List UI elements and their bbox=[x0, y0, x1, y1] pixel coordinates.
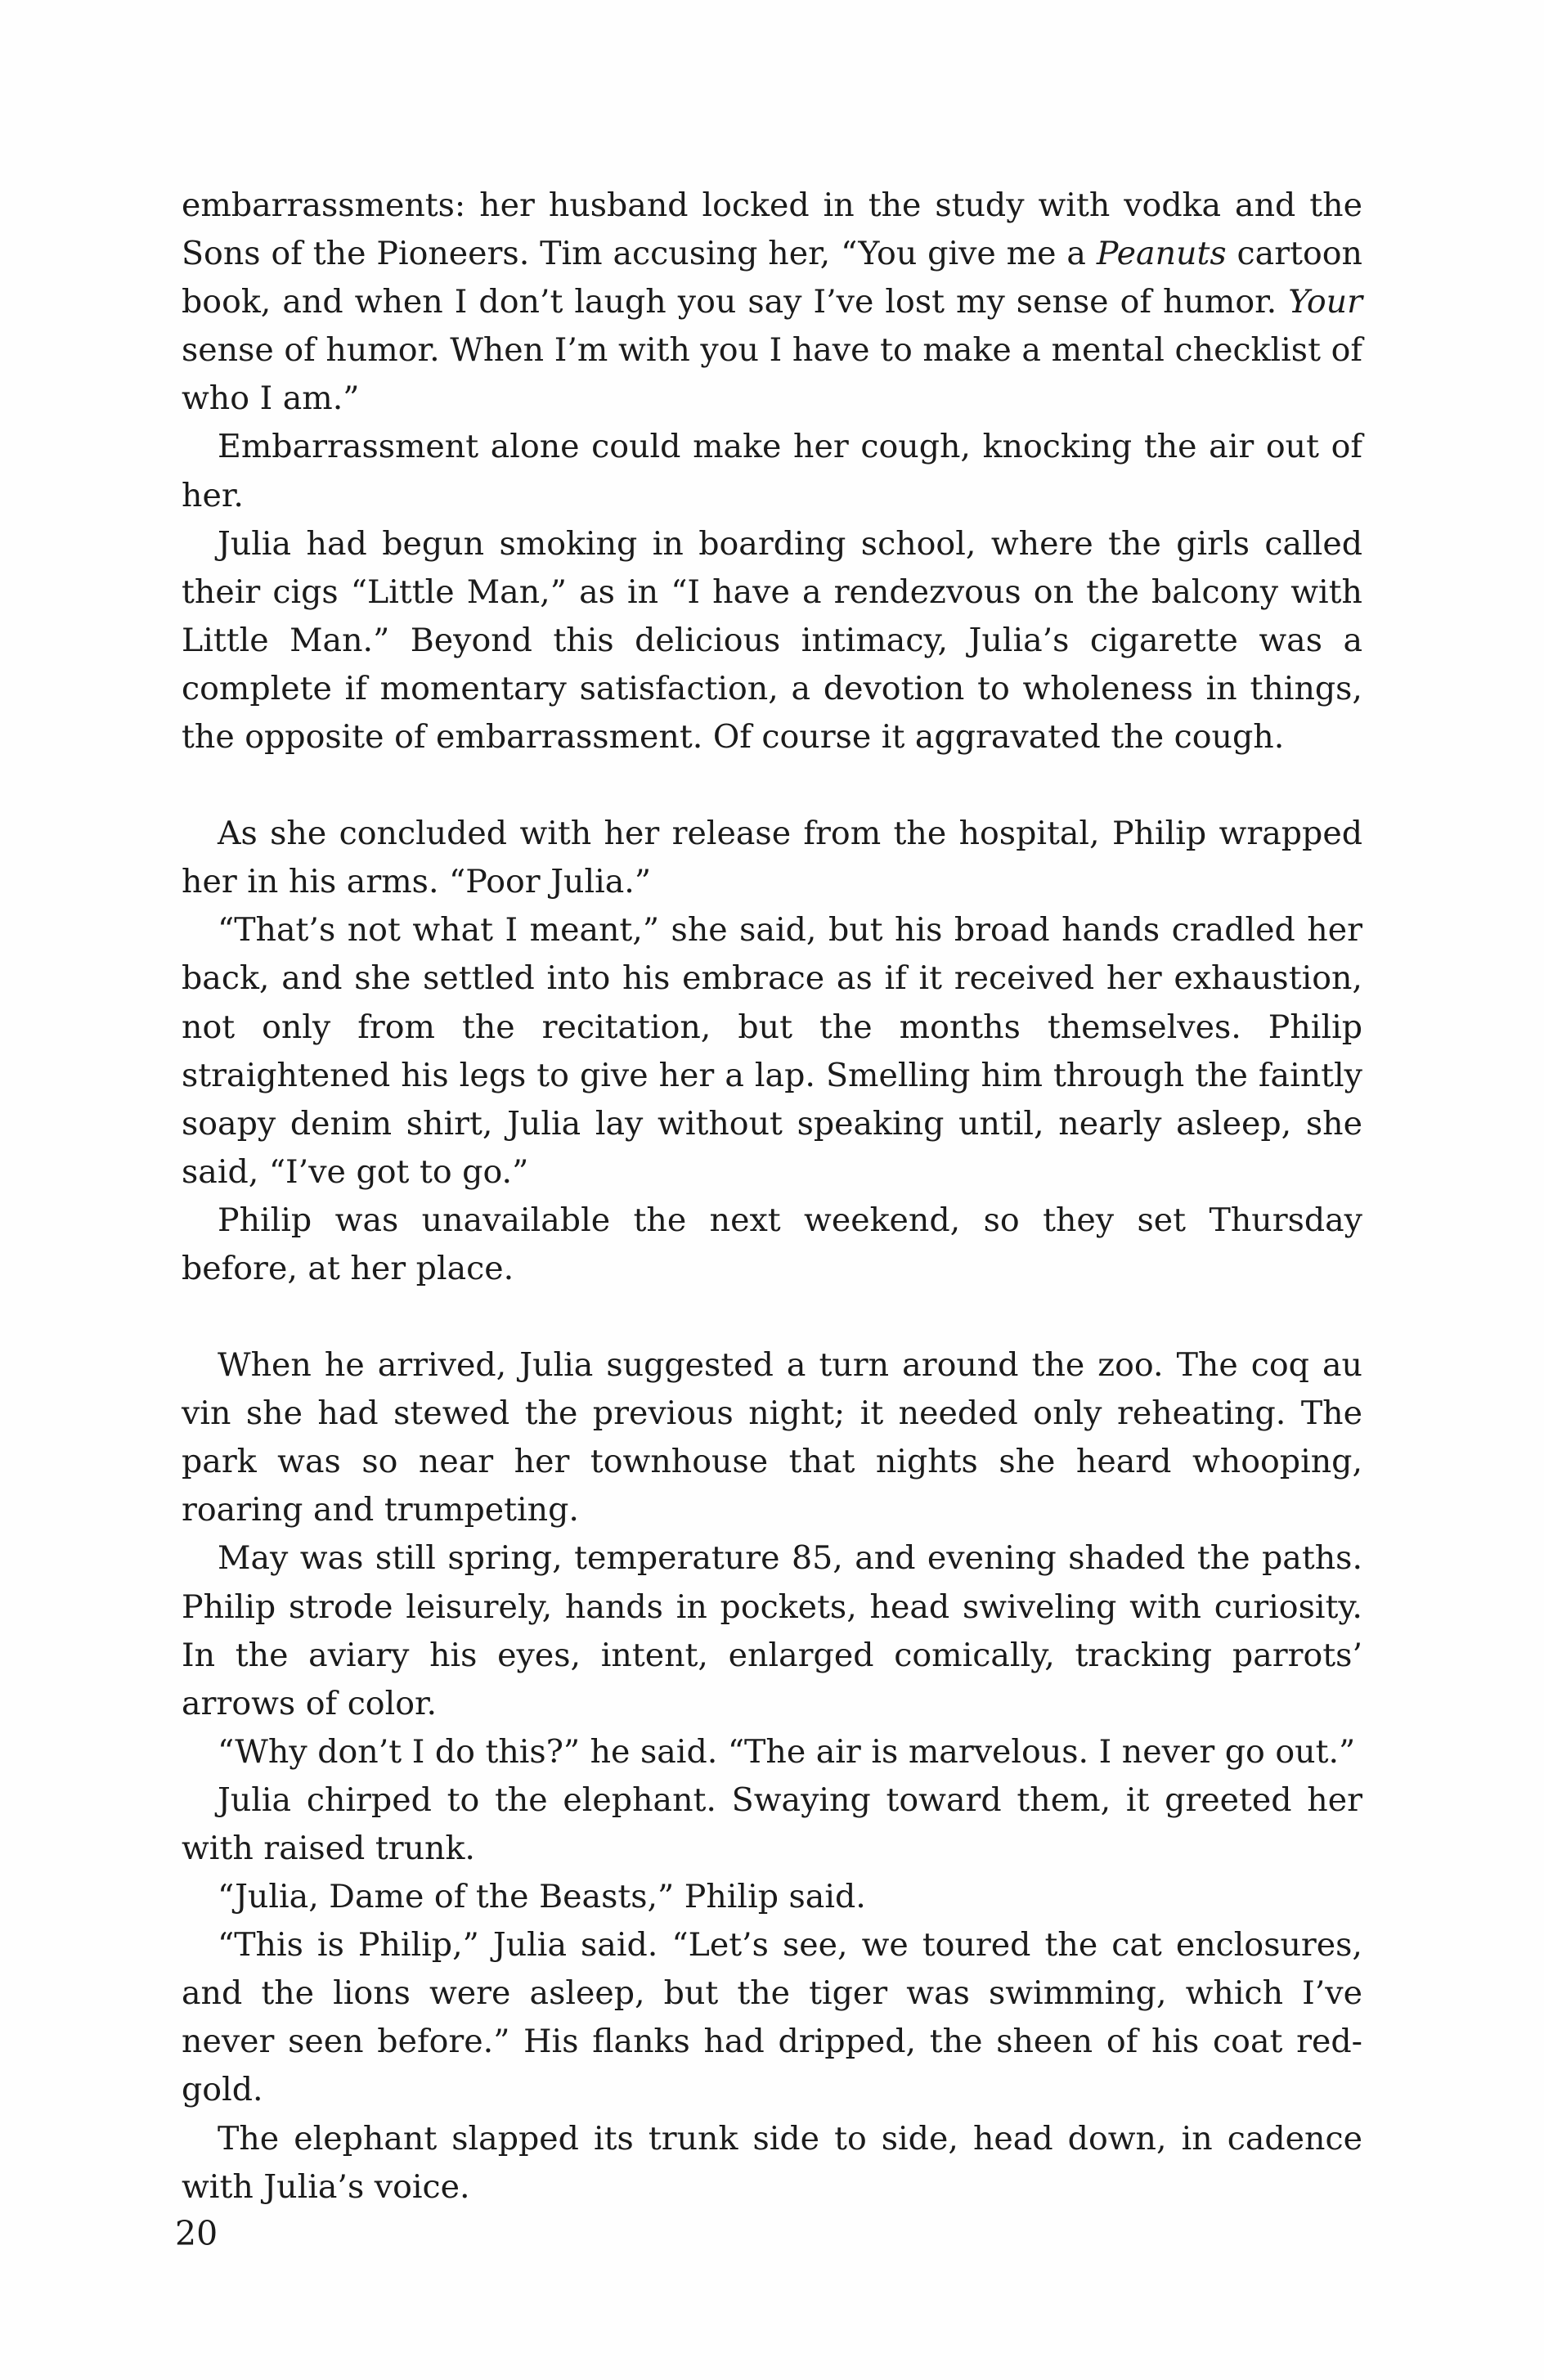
paragraph-text: sense of humor. When I’m with you I have to make a mental checklist of who I am.” bbox=[182, 331, 1362, 418]
paragraph: “Why don’t I do this?” he said. “The air is marvelous. I never go out.” bbox=[218, 1732, 1356, 1771]
body-text bbox=[182, 182, 1362, 2212]
paragraph-text: cartoon book, and when I don’t laugh you say I’ve lost my sense of humor. bbox=[182, 235, 1362, 321]
paragraph-continued bbox=[182, 182, 1362, 423]
paragraph: “Julia, Dame of the Beasts,” Philip said. bbox=[218, 1878, 866, 1916]
paragraph: “That’s not what I meant,” she said, but his broad hands cradled her back, and she settled into his embrace as if it received her exhaustion, not only from the recitation, but the months themselves. Philip straightened his legs to give her a lap. Smelling him through the faintly soapy denim shirt, Julia lay without speaking until, nearly asleep, she said, “I’ve got to go.” bbox=[182, 911, 1362, 1191]
paragraph-section-start: As she concluded with her release from the hospital, Philip wrapped her in his arms. “Poor Julia.” bbox=[182, 815, 1362, 901]
paragraph: Embarrassment alone could make her cough, knocking the air out of her. bbox=[182, 428, 1362, 514]
paragraph: Philip was unavailable the next weekend, so they set Thursday before, at her place. bbox=[182, 1201, 1362, 1287]
paragraph: “This is Philip,” Julia said. “Let’s see, we toured the cat enclosures, and the lions were asleep, but the tiger was swimming, which I’ve never seen before.” His flanks had dripped, the sheen of his coat red-gold. bbox=[182, 1926, 1362, 2109]
page-number: 20 bbox=[175, 2214, 218, 2253]
paragraph: The elephant slapped its trunk side to side, head down, in cadence with Julia’s voice. bbox=[182, 2119, 1362, 2206]
italic-title: Peanuts bbox=[1096, 235, 1227, 273]
paragraph: Julia had begun smoking in boarding school, where the girls called their cigs “Little Man,” as in “I have a rendezvous on the balcony with Little Man.” Beyond this delicious intimacy, Julia’s cigarette was a complete if momentary satisfaction, a devotion to wholeness in things, the opposite of embarrassment. Of course it aggravated the cough. bbox=[182, 524, 1362, 757]
paragraph: May was still spring, temperature 85, and evening shaded the paths. Philip strode leisurely, hands in pockets, head swiveling with curiosity. In the aviary his eyes, intent, enlarged comically, tracking parrots’ arrows of color. bbox=[182, 1539, 1362, 1722]
paragraph: Julia chirped to the elephant. Swaying toward them, it greeted her with raised trunk. bbox=[182, 1781, 1362, 1867]
paragraph-section-start: When he arrived, Julia suggested a turn around the zoo. The coq au vin she had stewed the previous night; it needed only reheating. The park was so near her townhouse that nights she heard whooping, roaring and trumpeting. bbox=[182, 1346, 1362, 1529]
italic-emphasis: Your bbox=[1288, 283, 1362, 321]
paragraph-text: embarrassments: her husband locked in the study with vodka and the Sons of the Pioneers. Tim accusing her, “You give me a bbox=[182, 186, 1362, 273]
